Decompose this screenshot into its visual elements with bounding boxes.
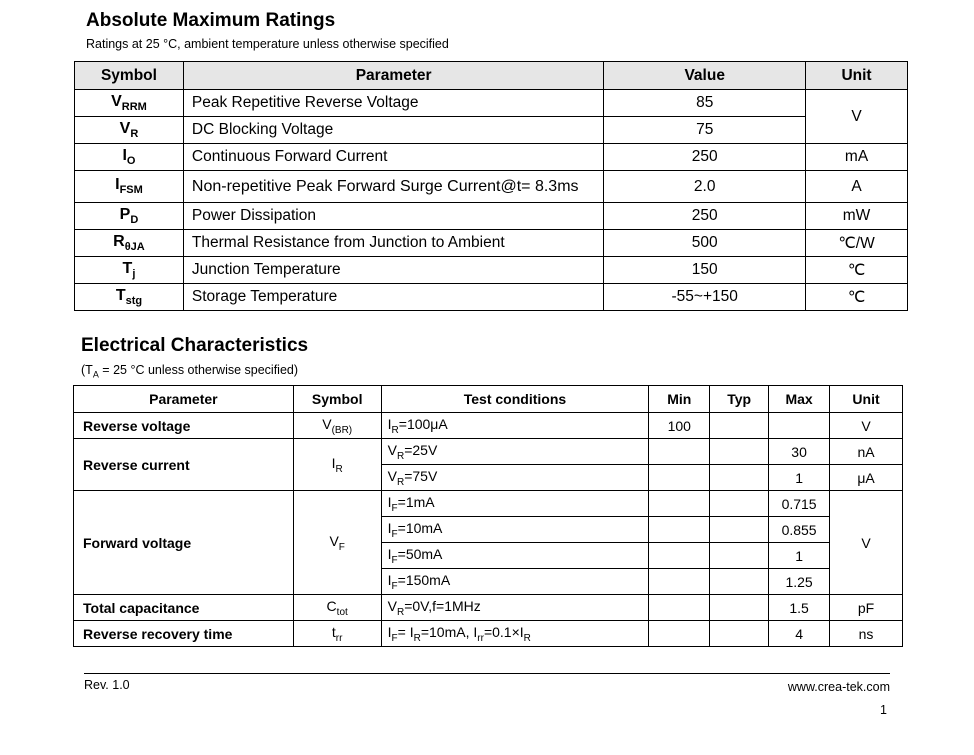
parameter-cell: Forward voltage — [74, 491, 294, 595]
unit-cell: pF — [830, 595, 903, 621]
table-row — [75, 117, 908, 144]
header-value: Value — [604, 62, 806, 90]
page-number: 1 — [880, 703, 887, 717]
typ-cell — [710, 491, 769, 517]
unit-cell: nA — [830, 439, 903, 465]
max-cell: 0.715 — [769, 491, 830, 517]
symbol-cell: $V_R$ — [75, 117, 184, 144]
header-unit: Unit — [806, 62, 908, 90]
table-row — [75, 257, 908, 284]
footer-website: www.crea-tek.com — [787, 680, 890, 694]
table-row — [75, 171, 908, 203]
parameter-cell: Reverse current — [74, 439, 294, 491]
parameter-cell: Reverse recovery time — [74, 621, 294, 647]
condition-cell: $I_F=1mA$ — [381, 491, 649, 517]
parameter-cell: DC Blocking Voltage — [183, 117, 603, 144]
unit-cell: ℃ — [806, 284, 908, 311]
parameter-cell: Thermal Resistance from Junction to Ambient — [183, 230, 603, 257]
header-parameter: Parameter — [74, 386, 294, 413]
symbol-cell: $R_{\theta JA}$ — [75, 230, 184, 257]
min-cell — [649, 439, 710, 465]
header-max: Max — [769, 386, 830, 413]
condition-cell: $I_F= I_R=10mA$, $I_{rr}=0.1\times I_R$ — [381, 621, 649, 647]
table-row — [74, 621, 903, 647]
header-typ: Typ — [710, 386, 769, 413]
parameter-cell: Junction Temperature — [183, 257, 603, 284]
typ-cell — [710, 465, 769, 491]
parameter-cell: Power Dissipation — [183, 203, 603, 230]
absolute-maximum-ratings-table — [74, 61, 908, 311]
table-row — [74, 595, 903, 621]
symbol-cell: $I_O$ — [75, 144, 184, 171]
ec-subtitle: ($T_A = 25$ °C unless otherwise specified) — [81, 363, 299, 380]
typ-cell — [710, 569, 769, 595]
min-cell — [649, 569, 710, 595]
min-cell — [649, 543, 710, 569]
max-cell: 1.25 — [769, 569, 830, 595]
unit-cell: V — [806, 90, 908, 144]
typ-cell — [710, 413, 769, 439]
unit-cell: V — [830, 491, 903, 595]
parameter-cell: Storage Temperature — [183, 284, 603, 311]
symbol-cell: $T_j$ — [75, 257, 184, 284]
value-cell: 75 — [604, 117, 806, 144]
header-min: Min — [649, 386, 710, 413]
table-row — [75, 284, 908, 311]
max-cell: 4 — [769, 621, 830, 647]
unit-cell: ns — [830, 621, 903, 647]
symbol-cell: $P_D$ — [75, 203, 184, 230]
unit-cell: A — [806, 171, 908, 203]
header-test-conditions: Test conditions — [381, 386, 649, 413]
max-cell: 30 — [769, 439, 830, 465]
table-header-row — [75, 62, 908, 90]
unit-cell: mA — [806, 144, 908, 171]
condition-cell: $I_F=150mA$ — [381, 569, 649, 595]
unit-cell: ℃ — [806, 257, 908, 284]
table-row — [75, 144, 908, 171]
header-symbol: Symbol — [293, 386, 381, 413]
footer-revision: Rev. 1.0 — [84, 678, 130, 692]
typ-cell — [710, 517, 769, 543]
table-row — [75, 203, 908, 230]
amr-subtitle: Ratings at 25 °C, ambient temperature unless otherwise specified — [86, 37, 449, 51]
table-row — [74, 439, 903, 465]
min-cell — [649, 491, 710, 517]
parameter-cell: Reverse voltage — [74, 413, 294, 439]
value-cell: 85 — [604, 90, 806, 117]
symbol-cell: $V_{RRM}$ — [75, 90, 184, 117]
typ-cell — [710, 543, 769, 569]
typ-cell — [710, 595, 769, 621]
header-unit: Unit — [830, 386, 903, 413]
table-row — [74, 413, 903, 439]
unit-cell: V — [830, 413, 903, 439]
symbol-cell: $V_{(BR)}$ — [293, 413, 381, 439]
symbol-cell: $t_{rr}$ — [293, 621, 381, 647]
min-cell — [649, 595, 710, 621]
max-cell: 0.855 — [769, 517, 830, 543]
parameter-cell: Continuous Forward Current — [183, 144, 603, 171]
unit-cell: μA — [830, 465, 903, 491]
min-cell — [649, 465, 710, 491]
table-row — [74, 491, 903, 517]
condition-cell: $V_R=25V$ — [381, 439, 649, 465]
symbol-cell: $I_{FSM}$ — [75, 171, 184, 203]
symbol-cell: $V_F$ — [293, 491, 381, 595]
header-parameter: Parameter — [183, 62, 603, 90]
max-cell — [769, 413, 830, 439]
max-cell: 1 — [769, 543, 830, 569]
condition-cell: $I_R=100\mu A$ — [381, 413, 649, 439]
table-header-row — [74, 386, 903, 413]
unit-cell: ℃/W — [806, 230, 908, 257]
symbol-cell: $T_{stg}$ — [75, 284, 184, 311]
parameter-cell: Total capacitance — [74, 595, 294, 621]
footer-divider — [84, 673, 890, 674]
min-cell: 100 — [649, 413, 710, 439]
header-symbol: Symbol — [75, 62, 184, 90]
value-cell: 500 — [604, 230, 806, 257]
symbol-cell: $I_R$ — [293, 439, 381, 491]
symbol-cell: $C_{tot}$ — [293, 595, 381, 621]
max-cell: 1 — [769, 465, 830, 491]
amr-title: Absolute Maximum Ratings — [86, 10, 336, 31]
value-cell: 2.0 — [604, 171, 806, 203]
min-cell — [649, 517, 710, 543]
value-cell: 250 — [604, 203, 806, 230]
table-row — [75, 90, 908, 117]
value-cell: -55~+150 — [604, 284, 806, 311]
condition-cell: $I_F=10mA$ — [381, 517, 649, 543]
ec-title: Electrical Characteristics — [81, 335, 309, 356]
condition-cell: $V_R=75V$ — [381, 465, 649, 491]
min-cell — [649, 621, 710, 647]
parameter-cell: Non-repetitive Peak Forward Surge Current@t= 8.3ms — [183, 171, 603, 203]
unit-cell: mW — [806, 203, 908, 230]
value-cell: 250 — [604, 144, 806, 171]
typ-cell — [710, 439, 769, 465]
condition-cell: $I_F=50mA$ — [381, 543, 649, 569]
table-row — [75, 230, 908, 257]
max-cell: 1.5 — [769, 595, 830, 621]
typ-cell — [710, 621, 769, 647]
electrical-characteristics-table — [73, 385, 903, 647]
value-cell: 150 — [604, 257, 806, 284]
condition-cell: $V_R=0V,f=1MHz$ — [381, 595, 649, 621]
parameter-cell: Peak Repetitive Reverse Voltage — [183, 90, 603, 117]
